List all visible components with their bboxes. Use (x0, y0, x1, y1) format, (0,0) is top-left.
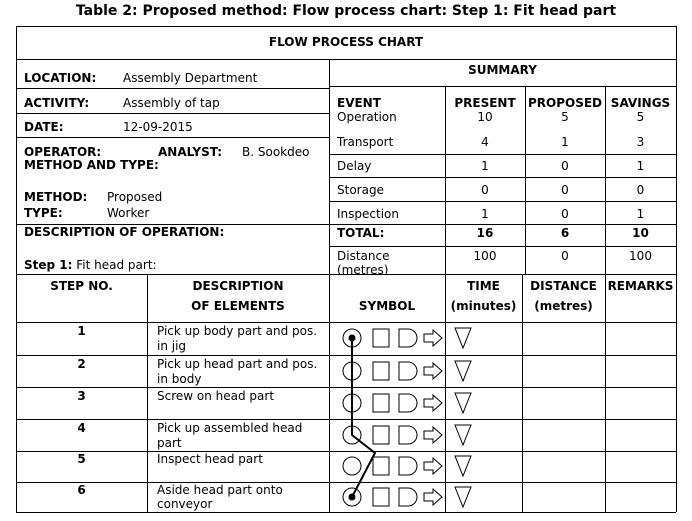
col-header-distance-line1: DISTANCE (530, 279, 597, 293)
summary-header-event: EVENT (337, 96, 381, 110)
summary-savings: 3 (636, 135, 645, 149)
summary-total-savings: 10 (632, 226, 649, 240)
activity-label: ACTIVITY: (24, 96, 90, 110)
step-description-line1: Screw on head part (157, 389, 275, 403)
flow-connector-line (352, 338, 375, 497)
operator-label: OPERATOR: (24, 145, 102, 159)
summary-total-proposed: 6 (560, 226, 570, 240)
step-description-line2: in jig (157, 339, 187, 353)
step-description-line1: Inspect head part (157, 452, 263, 466)
delay-d-icon (399, 426, 417, 444)
summary-total-label: TOTAL: (337, 226, 385, 240)
col-header-remarks: REMARKS (607, 279, 674, 293)
method-label: METHOD: (24, 190, 88, 204)
summary-proposed: 0 (561, 183, 569, 197)
col-header-description-line1: DESCRIPTION (192, 279, 284, 293)
chart-title: FLOW PROCESS CHART (268, 35, 424, 49)
summary-event: Delay (337, 159, 372, 173)
step-description-line1: Pick up body part and pos. (157, 324, 318, 338)
step-description-line1: Pick up head part and pos. (157, 357, 318, 371)
method-and-type-label: METHOD AND TYPE: (24, 158, 159, 172)
location-label: LOCATION: (24, 71, 97, 85)
step-description-line1: Aside head part onto (157, 483, 283, 497)
transport-arrow-icon (424, 427, 442, 443)
description-of-operation-label: DESCRIPTION OF OPERATION: (24, 225, 225, 239)
storage-square-icon (373, 329, 389, 347)
transport-arrow-icon (424, 395, 442, 411)
summary-proposed: 1 (561, 135, 569, 149)
location-value: Assembly Department (123, 71, 258, 85)
summary-event: Transport (337, 135, 394, 149)
summary-present: 10 (477, 110, 493, 124)
summary-savings: 1 (636, 159, 645, 173)
transport-arrow-icon (424, 458, 442, 474)
summary-distance-present: 100 (473, 249, 497, 263)
step-number: 3 (77, 389, 86, 403)
delay-d-icon (399, 488, 417, 506)
summary-event: Inspection (337, 207, 399, 221)
summary-distance-label: Distance (metres) (337, 249, 390, 274)
step-description-line2: conveyor (157, 497, 213, 511)
transport-arrow-icon (424, 363, 442, 379)
col-header-description-line2: OF ELEMENTS (191, 299, 285, 313)
summary-header-proposed: PROPOSED (527, 96, 603, 110)
activity-value: Assembly of tap (123, 96, 220, 110)
delay-d-icon (399, 362, 417, 380)
storage-square-icon (373, 457, 389, 475)
step-description-line2: part (157, 436, 182, 450)
delay-d-icon (399, 457, 417, 475)
transport-arrow-icon (424, 330, 442, 346)
step-description-label: Step 1: (24, 258, 73, 272)
col-header-symbol: SYMBOL (358, 299, 416, 313)
summary-present: 4 (481, 135, 489, 149)
summary-proposed: 5 (561, 110, 569, 124)
summary-proposed: 0 (561, 159, 569, 173)
col-header-time-line2: (minutes) (450, 299, 517, 313)
inspection-triangle-icon (455, 487, 471, 507)
step-description-line2: in body (157, 372, 202, 386)
flow-start-dot-icon (349, 335, 355, 341)
summary-savings: 0 (636, 183, 645, 197)
operation-circle-icon (343, 457, 361, 475)
type-label: TYPE: (24, 206, 63, 220)
delay-d-icon (399, 329, 417, 347)
summary-total-present: 16 (476, 226, 494, 240)
table-caption: Table 2: Proposed method: Flow process chart: Step 1: Fit head part (75, 3, 617, 19)
transport-arrow-icon (424, 489, 442, 505)
flow-end-dot-icon (349, 494, 355, 500)
inspection-triangle-icon (455, 456, 471, 476)
date-label: DATE: (24, 120, 64, 134)
summary-event: Storage (337, 183, 384, 197)
summary-present: 0 (481, 183, 489, 197)
col-header-distance-line2: (metres) (534, 299, 593, 313)
analyst-value: B. Sookdeo (242, 145, 310, 159)
step-description-line1: Pick up assembled head (157, 421, 303, 435)
summary-title: SUMMARY (468, 63, 537, 77)
storage-square-icon (373, 394, 389, 412)
storage-square-icon (373, 426, 389, 444)
col-header-step-no: STEP NO. (50, 279, 113, 293)
date-value: 12-09-2015 (123, 120, 193, 134)
summary-proposed: 0 (561, 207, 569, 221)
summary-distance-savings: 100 (629, 249, 652, 263)
storage-square-icon (373, 488, 389, 506)
col-header-time-line1: TIME (467, 279, 500, 293)
inspection-triangle-icon (455, 361, 471, 381)
summary-header-present: PRESENT (454, 96, 516, 110)
analyst-label: ANALYST: (158, 145, 223, 159)
summary-present: 1 (481, 207, 489, 221)
type-value: Worker (107, 206, 150, 220)
inspection-triangle-icon (455, 393, 471, 413)
summary-savings: 5 (636, 110, 645, 124)
storage-square-icon (373, 362, 389, 380)
step-number: 5 (77, 452, 86, 466)
step-number: 2 (77, 357, 86, 371)
step-number: 6 (77, 483, 86, 497)
inspection-triangle-icon (455, 425, 471, 445)
summary-event: Operation (337, 110, 397, 124)
method-value: Proposed (107, 190, 163, 204)
summary-header-savings: SAVINGS (610, 96, 671, 110)
step-number: 4 (77, 421, 86, 435)
step-number: 1 (77, 324, 86, 338)
summary-present: 1 (481, 159, 489, 173)
step-description-value: Fit head part: (76, 258, 157, 272)
delay-d-icon (399, 394, 417, 412)
inspection-triangle-icon (455, 328, 471, 348)
summary-savings: 1 (636, 207, 645, 221)
summary-distance-proposed: 0 (561, 249, 569, 263)
